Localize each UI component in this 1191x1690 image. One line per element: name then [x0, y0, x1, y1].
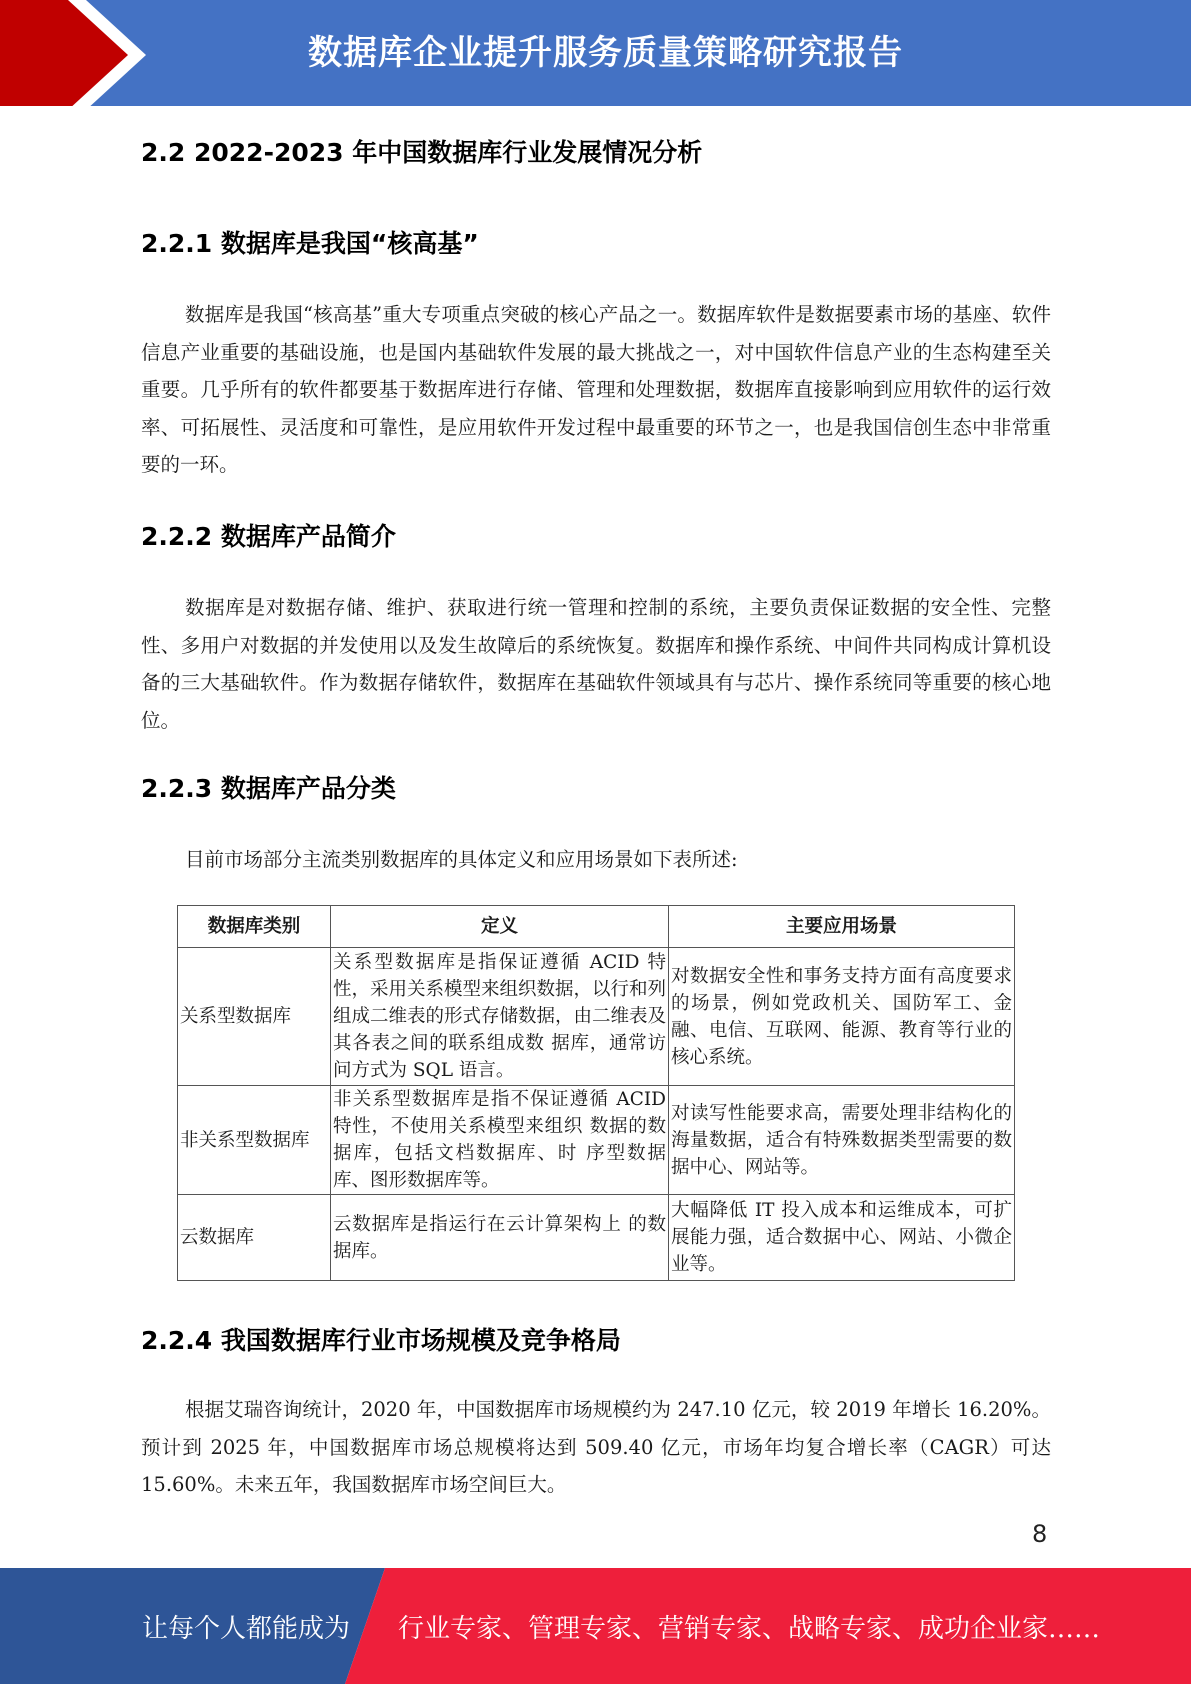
table-row: [178, 948, 1015, 1086]
table-row: [178, 1195, 1015, 1281]
page-number: 8: [1032, 1520, 1048, 1548]
table-row: [178, 1086, 1015, 1195]
table-header-row: [178, 906, 1015, 948]
sub4-paragraph: 根据艾瑞咨询统计，2020 年，中国数据库市场规模约为 247.10 亿元，较 2019 年增长 16.20%。预计到 2025 年，中国数据库市场总规模将达到 509.40 亿元，市场年均复合增长率（CAGR）可达 15.60%。未来五年，我国数据库市场空间巨大。: [141, 1398, 1051, 1496]
sub3-heading: 2.2.3 数据库产品分类: [141, 774, 396, 803]
footer-slogan-right: 行业专家、管理专家、营销专家、战略专家、成功企业家……: [398, 1614, 1101, 1644]
table-cell: 非关系型数据库: [178, 1086, 331, 1195]
sub1-heading: 2.2.1 数据库是我国“核高基”: [141, 229, 479, 258]
page-footer: [0, 1568, 1191, 1684]
footer-slogan-left: 让每个人都能成为: [142, 1614, 351, 1644]
table-cell: 云数据库: [178, 1195, 331, 1281]
table-cell: 对数据安全性和事务支持方面有高度要求的场景，例如党政机关、国防军工、金融、电信、互联网、能源、教育等行业的核心系统。: [669, 948, 1015, 1086]
sub4-heading: 2.2.4 我国数据库行业市场规模及竞争格局: [141, 1326, 621, 1355]
sub2-heading: 2.2.2 数据库产品简介: [141, 522, 396, 551]
table-cell: 大幅降低 IT 投入成本和运维成本，可扩展能力强，适合数据中心、网站、小微企业等。: [669, 1195, 1015, 1281]
table-cell: 对读写性能要求高，需要处理非结构化的海量数据，适合有特殊数据类型需要的数据中心、网站等。: [669, 1086, 1015, 1195]
table-header-cell: 主要应用场景: [669, 906, 1015, 948]
table-header-cell: 定义: [331, 906, 669, 948]
table-cell: 关系型数据库: [178, 948, 331, 1086]
table-cell: 关系型数据库是指保证遵循 ACID 特性，采用关系模型来组织数据，以行和列组成二维表的形式存储数据，由二维表及其各表之间的联系组成数 据库，通常访问方式为 SQL 语言。: [331, 948, 669, 1086]
sub1-paragraph: 数据库是我国“核高基”重大专项重点突破的核心产品之一。数据库软件是数据要素市场的基座、软件信息产业重要的基础设施，也是国内基础软件发展的最大挑战之一，对中国软件信息产业的生态构建至关重要。几乎所有的软件都要基于数据库进行存储、管理和处理数据，数据库直接影响到应用软件的运行效率、可拓展性、灵活度和可靠性，是应用软件开发过程中最重要的环节之一，也是我国信创生态中非常重要的一环。: [141, 303, 1051, 476]
sub3-intro: 目前市场部分主流类别数据库的具体定义和应用场景如下表所述:: [185, 848, 738, 871]
page-header: [0, 0, 1191, 110]
sub2-paragraph: 数据库是对数据存储、维护、获取进行统一管理和控制的系统，主要负责保证数据的安全性、完整性、多用户对数据的并发使用以及发生故障后的系统恢复。数据库和操作系统、中间件共同构成计算机设备的三大基础软件。作为数据存储软件，数据库在基础软件领域具有与芯片、操作系统同等重要的核心地位。: [141, 596, 1051, 732]
database-category-table: [177, 905, 1015, 1281]
table-cell: 非关系型数据库是指不保证遵循 ACID 特性，不使用关系模型来组织 数据的数据库，包括文档数据库、时 序型数据库、图形数据库等。: [331, 1086, 669, 1195]
header-title: 数据库企业提升服务质量策略研究报告: [308, 33, 903, 73]
table-header-cell: 数据库类别: [178, 906, 331, 948]
table-cell: 云数据库是指运行在云计算架构上 的数据库。: [331, 1195, 669, 1281]
section-heading: 2.2 2022-2023 年中国数据库行业发展情况分析: [141, 138, 703, 167]
